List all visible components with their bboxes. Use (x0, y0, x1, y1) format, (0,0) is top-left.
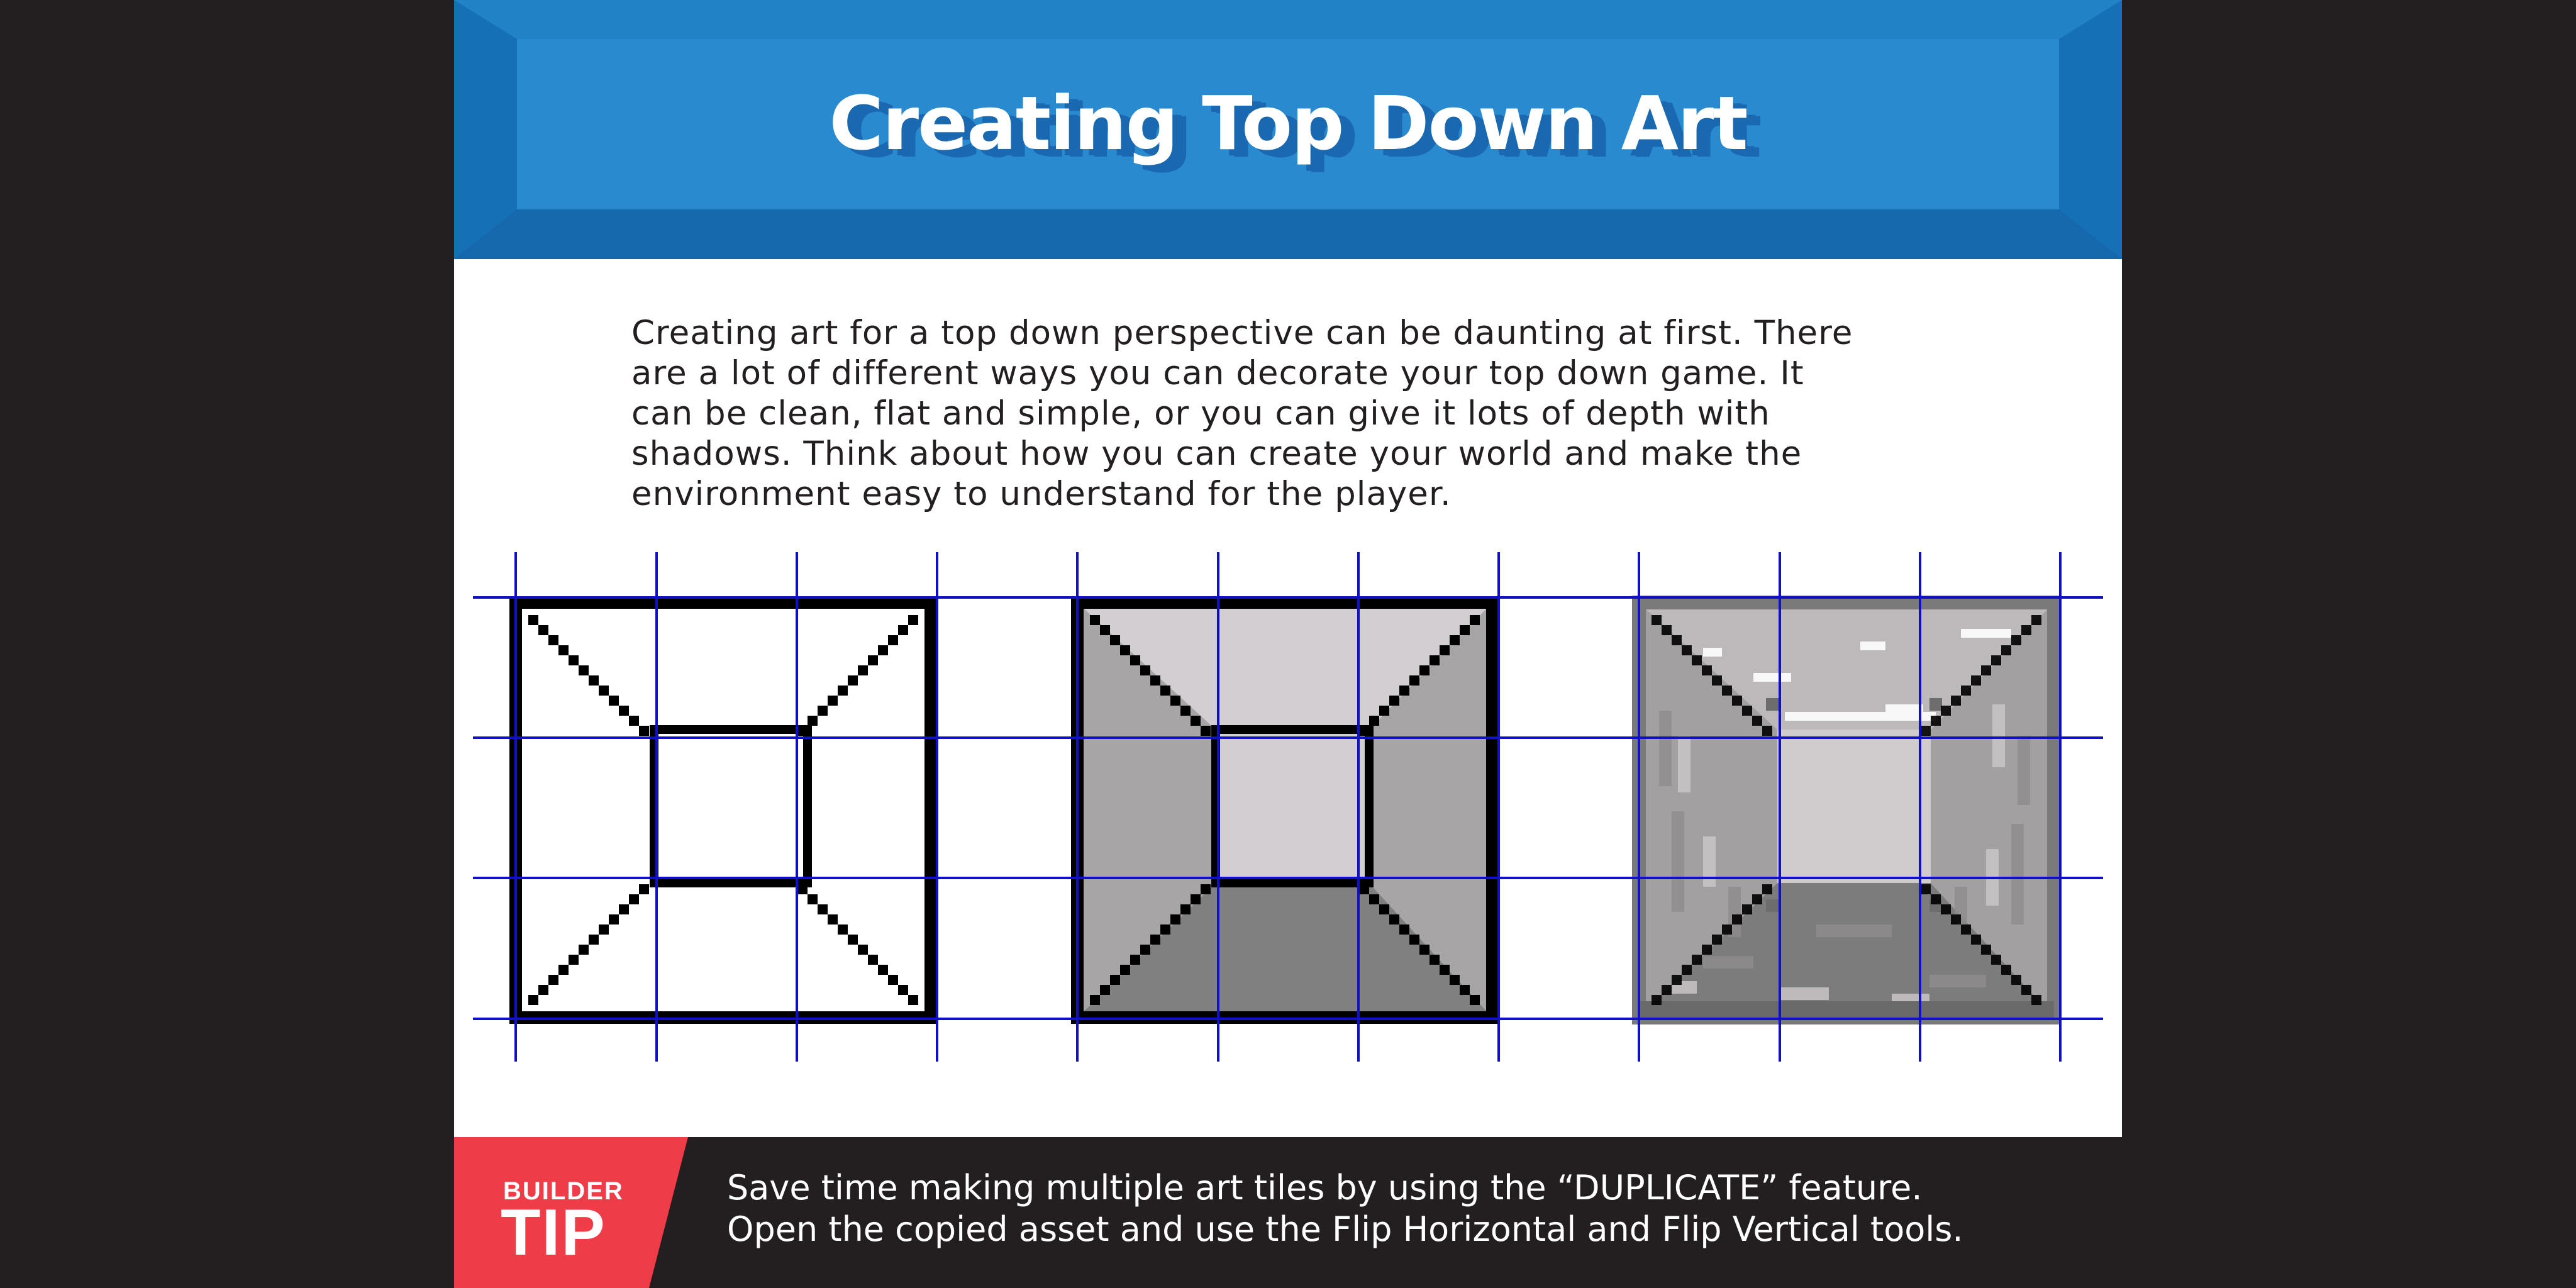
tile-illustrations (454, 547, 2122, 1069)
tip-badge-small-label: BUILDER (503, 1177, 624, 1205)
tip-badge-big-label: TIP (501, 1196, 606, 1269)
tiles-svg (454, 547, 2122, 1069)
intro-paragraph: Creating art for a top down perspective can be daunting at first. There are a lot of different ways you can decorate your top down game. It can be clean, flat and simple, or you can give it lots of depth with shadows. Think about how you can create your world and make the environment easy to understand for the player. (631, 314, 1853, 513)
page (454, 0, 2122, 1288)
tile-outline (516, 602, 931, 1018)
tile-shaded (1077, 602, 1492, 1018)
tip-text: Save time making multiple art tiles by using the “DUPLICATE” feature. Open the copied asset and use the Flip Horizontal and Flip Vertical tools. (727, 1168, 1963, 1249)
page-title: Creating Top Down Art (829, 80, 1747, 167)
builder-tip-footer (454, 1137, 2122, 1288)
tile-textured (1639, 602, 2054, 1019)
header-banner (454, 0, 2122, 259)
